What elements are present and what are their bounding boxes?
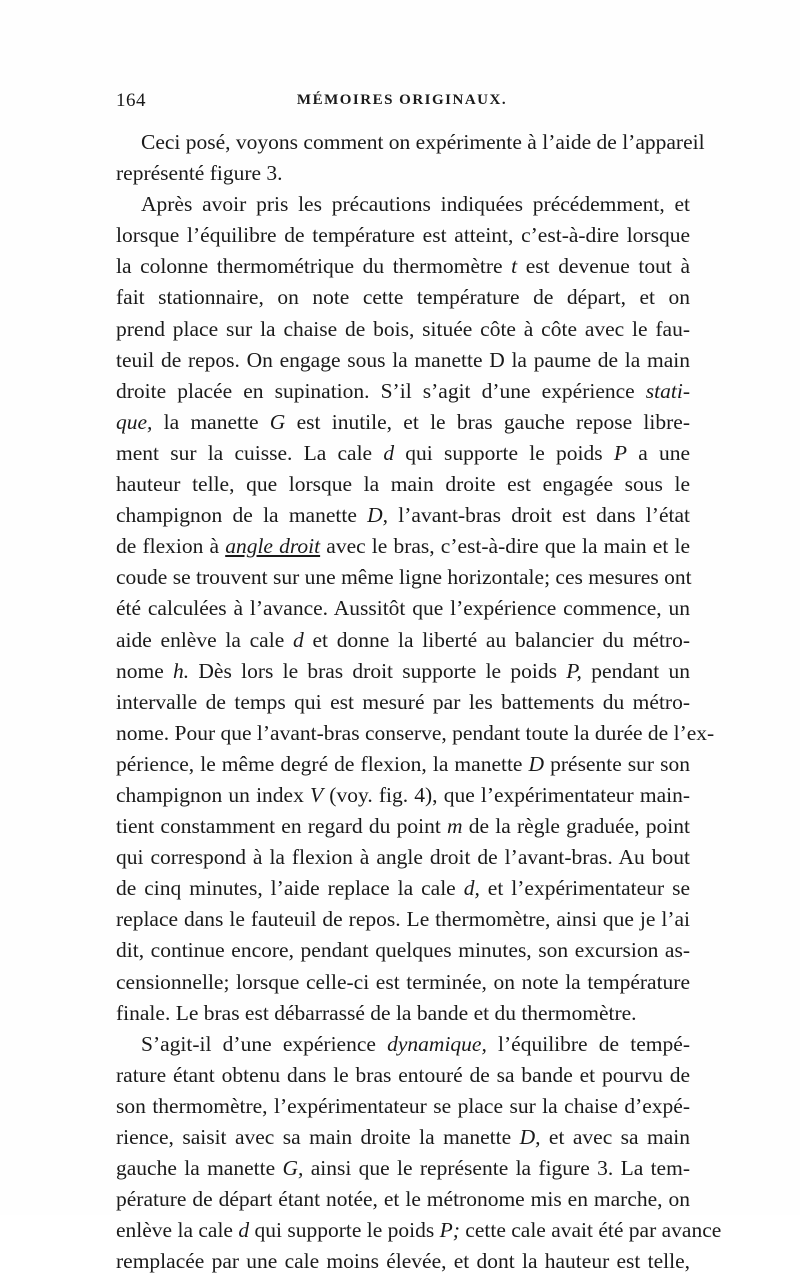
text-line: intervalle de temps qui est mesuré par les battements du métro- [116, 689, 690, 714]
text-line: représenté figure 3. [116, 161, 283, 186]
page-number: 164 [116, 90, 146, 111]
text-line: périence, le même degré de flexion, la manette D présente sur son [116, 751, 690, 776]
text-line: nome. Pour que l’avant-bras conserve, pendant toute la durée de l’ex- [116, 720, 715, 745]
text-line: finale. Le bras est débarrassé de la bande et du thermomètre. [116, 1000, 637, 1025]
text-line: rience, saisit avec sa main droite la manette D, et avec sa main [116, 1125, 691, 1149]
text-line: fait stationnaire, on note cette température de départ, et on [116, 285, 690, 310]
text-line: nome h. Dès lors le bras droit supporte le poids P, pendant un [116, 658, 690, 683]
text-line: S’agit-il d’une expérience dynamique, l’équilibre de tempé- [141, 1031, 690, 1056]
text-line: teuil de repos. On engage sous la manette D la paume de la main [116, 347, 690, 372]
text-line: de flexion à angle droit avec le bras, c’est-à-dire que la main et le [116, 534, 690, 559]
text-line: ment sur la cuisse. La cale d qui supporte le poids P a une [116, 440, 691, 465]
text-line: qui correspond à la flexion à angle droit de l’avant-bras. Au bout [116, 845, 690, 870]
text-line: prend place sur la chaise de bois, située côte à côte avec le fau- [116, 316, 690, 341]
running-title: MÉMOIRES ORIGINAUX. [296, 92, 508, 108]
text-line: gauche la manette G, ainsi que le représente la figure 3. La tem- [116, 1156, 690, 1181]
text-line: Ceci posé, voyons comment on expérimente à l’aide de l’appareil [141, 130, 705, 154]
text-line: Après avoir pris les précautions indiquées précédemment, et [141, 192, 690, 217]
body-text [116, 127, 722, 1277]
text-line: rature étant obtenu dans le bras entouré de sa bande et pourvu de [116, 1062, 690, 1087]
text-line: censionnelle; lorsque celle-ci est terminée, on note la température [116, 969, 690, 994]
text-line: remplacée par une cale moins élevée, et dont la hauteur est telle, [116, 1249, 690, 1274]
text-line: champignon de la manette D, l’avant-bras droit est dans l’état [116, 503, 690, 528]
text-line: aide enlève la cale d et donne la liberté au balancier du métro- [116, 627, 690, 652]
text-line: de cinq minutes, l’aide replace la cale d, et l’expérimentateur se [116, 876, 690, 901]
running-head [116, 90, 688, 116]
text-line: son thermomètre, l’expérimentateur se place sur la chaise d’expé- [116, 1093, 690, 1118]
text-line: enlève la cale d qui supporte le poids P; cette cale avait été par avance [116, 1218, 722, 1243]
text-line: tient constamment en regard du point m de la règle graduée, point [116, 814, 691, 839]
text-line: que, la manette G est inutile, et le bras gauche repose libre- [116, 409, 690, 434]
text-line: été calculées à l’avance. Aussitôt que l’expérience commence, un [116, 596, 690, 621]
text-line: champignon un index V (voy. fig. 4), que l’expérimentateur main- [116, 782, 690, 807]
text-line: pérature de départ étant notée, et le métronome mis en marche, on [116, 1187, 690, 1212]
text-line: dit, continue encore, pendant quelques minutes, son excursion as- [116, 938, 690, 963]
text-line: coude se trouvent sur une même ligne horizontale; ces mesures ont [116, 565, 692, 590]
text-line: replace dans le fauteuil de repos. Le thermomètre, ainsi que je l’ai [116, 907, 690, 932]
text-line: la colonne thermométrique du thermomètre t est devenue tout à [116, 254, 690, 279]
text-line: hauteur telle, que lorsque la main droite est engagée sous le [116, 472, 690, 497]
text-line: lorsque l’équilibre de température est atteint, c’est-à-dire lorsque [116, 223, 690, 248]
text-line: droite placée en supination. S’il s’agit d’une expérience stati- [116, 378, 690, 403]
